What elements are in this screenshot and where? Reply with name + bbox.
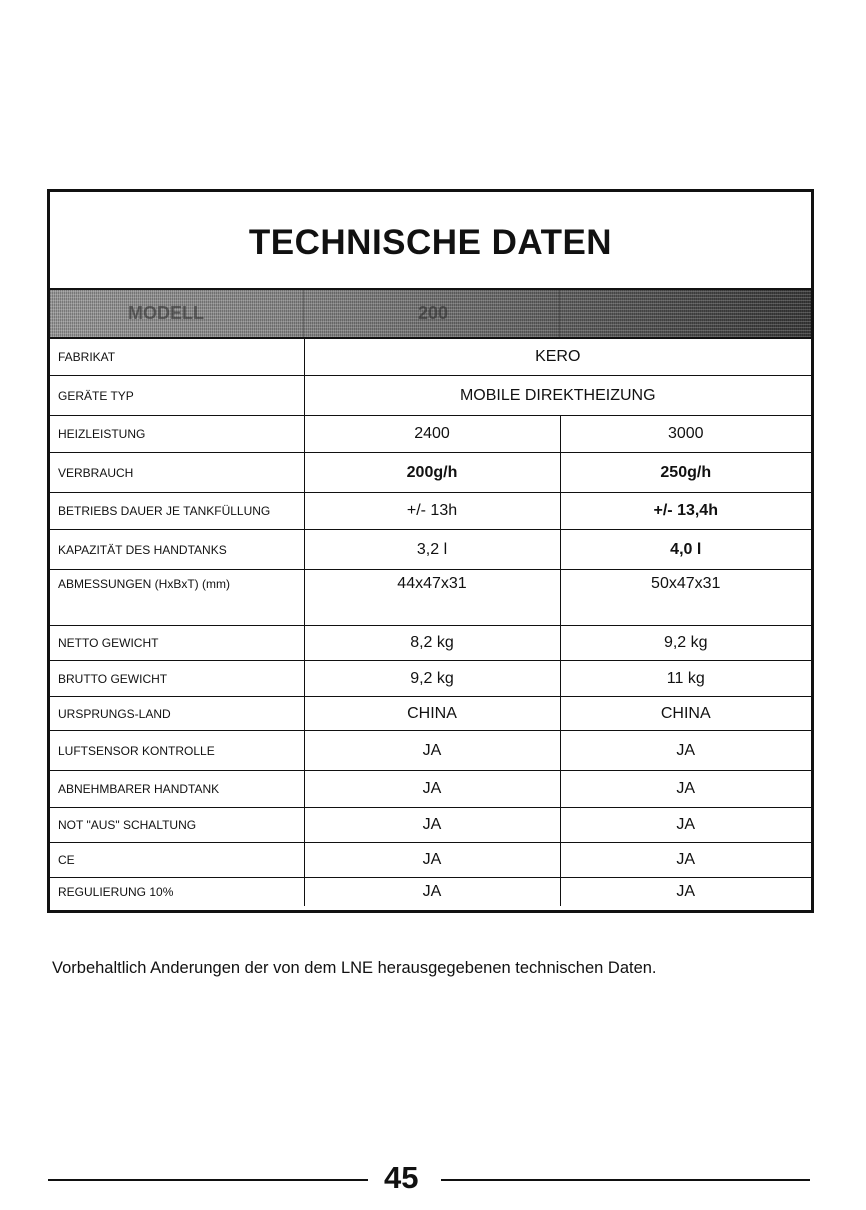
- row-value-b: 250g/h: [560, 453, 811, 493]
- page-title: TECHNISCHE DATEN: [248, 223, 613, 262]
- row-value-b: JA: [560, 808, 811, 843]
- row-value-b: CHINA: [560, 697, 811, 731]
- row-label: NOT "AUS" SCHALTUNG: [50, 808, 304, 843]
- row-value-b: 9,2 kg: [560, 626, 811, 661]
- row-label: ABNEHMBARER HANDTANK: [50, 771, 304, 808]
- row-value-a: JA: [304, 843, 560, 878]
- table-row: [50, 808, 811, 843]
- row-value-b: JA: [560, 843, 811, 878]
- row-value-b: JA: [560, 731, 811, 771]
- table-row: [50, 453, 811, 493]
- row-value-a: 200g/h: [304, 453, 560, 493]
- table-row: [50, 493, 811, 530]
- row-value-a: 44x47x31: [304, 570, 560, 626]
- row-value-a: 9,2 kg: [304, 661, 560, 697]
- table-row: [50, 626, 811, 661]
- row-value-span: KERO: [304, 339, 811, 376]
- row-value-a: 3,2 l: [304, 530, 560, 570]
- row-label: URSPRUNGS-LAND: [50, 697, 304, 731]
- table-row: [50, 697, 811, 731]
- model-header-label: MODELL: [128, 303, 204, 323]
- row-value-a: JA: [304, 731, 560, 771]
- row-value-b: +/- 13,4h: [560, 493, 811, 530]
- row-value-a: JA: [304, 771, 560, 808]
- row-value-b: 3000: [560, 416, 811, 453]
- row-value-a: JA: [304, 808, 560, 843]
- row-label: KAPAZITÄT DES HANDTANKS: [50, 530, 304, 570]
- table-row: [50, 530, 811, 570]
- row-label: BRUTTO GEWICHT: [50, 661, 304, 697]
- row-value-b: JA: [560, 878, 811, 906]
- row-label: NETTO GEWICHT: [50, 626, 304, 661]
- model-header-a: 200: [418, 303, 449, 323]
- table-row: [50, 731, 811, 771]
- row-value-b: JA: [560, 771, 811, 808]
- table-row: [50, 771, 811, 808]
- row-value-a: CHINA: [304, 697, 560, 731]
- footer-rule-right: [441, 1179, 810, 1181]
- model-header-divider: [559, 290, 560, 337]
- row-value-a: 8,2 kg: [304, 626, 560, 661]
- row-label: BETRIEBS DAUER JE TANKFÜLLUNG: [50, 493, 304, 530]
- row-value-span: MOBILE DIREKTHEIZUNG: [304, 376, 811, 416]
- table-row: [50, 376, 811, 416]
- row-label: REGULIERUNG 10%: [50, 878, 304, 906]
- page-footer: [48, 1160, 810, 1200]
- row-value-b: 11 kg: [560, 661, 811, 697]
- row-label: LUFTSENSOR KONTROLLE: [50, 731, 304, 771]
- title-bar: [50, 192, 811, 290]
- table-row: [50, 339, 811, 376]
- table-row: [50, 661, 811, 697]
- spec-table: [50, 338, 811, 906]
- technical-data-box: [47, 189, 814, 913]
- row-label: FABRIKAT: [50, 339, 304, 376]
- row-label: GERÄTE TYP: [50, 376, 304, 416]
- table-row: [50, 878, 811, 906]
- row-value-a: JA: [304, 878, 560, 906]
- row-label: HEIZLEISTUNG: [50, 416, 304, 453]
- row-label: ABMESSUNGEN (HxBxT) (mm): [50, 570, 304, 626]
- footnote: Vorbehaltlich Anderungen der von dem LNE herausgegebenen technischen Daten.: [52, 959, 657, 977]
- row-value-a: 2400: [304, 416, 560, 453]
- row-value-a: +/- 13h: [304, 493, 560, 530]
- model-header-divider: [303, 290, 304, 337]
- model-header-band: [50, 290, 811, 338]
- row-value-b: 50x47x31: [560, 570, 811, 626]
- table-row: [50, 416, 811, 453]
- page-number: 45: [384, 1160, 419, 1195]
- table-row: [50, 570, 811, 626]
- row-label: CE: [50, 843, 304, 878]
- row-value-b: 4,0 l: [560, 530, 811, 570]
- table-row: [50, 843, 811, 878]
- footer-rule-left: [48, 1179, 368, 1181]
- row-label: VERBRAUCH: [50, 453, 304, 493]
